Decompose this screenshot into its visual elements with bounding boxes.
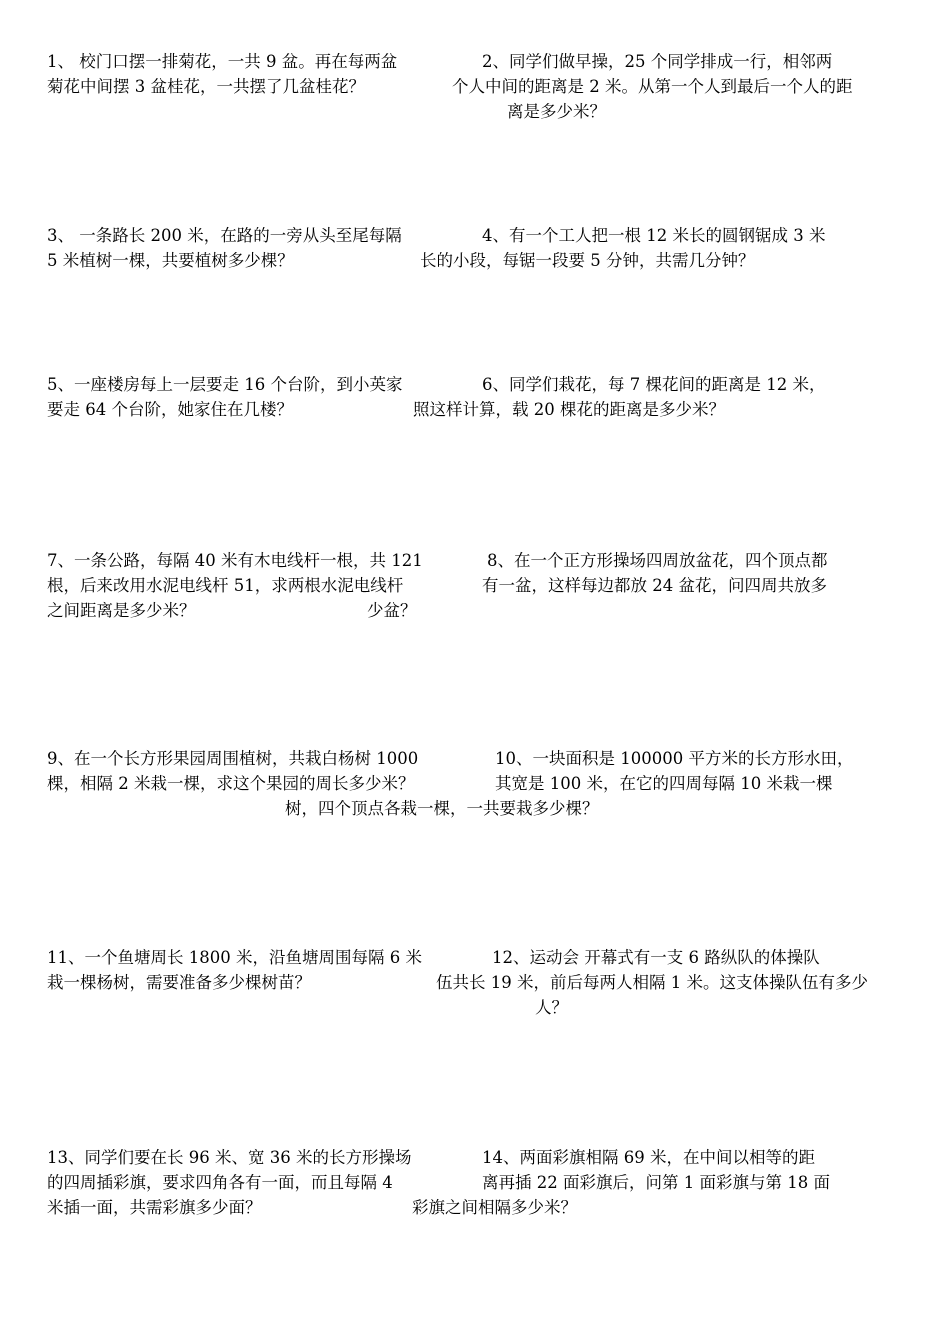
problem-4-line-2: 长的小段，每锯一段要 5 分钟，共需几分钟？ (420, 251, 755, 270)
problem-3-line-2: 5 米植树一棵，共要植树多少棵？ (47, 251, 294, 270)
problem-14-line-2: 离再插 22 面彩旗后，问第 1 面彩旗与第 18 面 (482, 1173, 830, 1192)
problem-10-line-3: 树，四个顶点各栽一棵，一共要栽多少棵？ (285, 799, 599, 818)
problem-6-line-1: 6、同学们栽花，每 7 棵花间的距离是 12 米， (482, 375, 826, 394)
problem-12-line-1: 12、运动会 开幕式有一支 6 路纵队的体操队 (492, 948, 820, 967)
problem-5-line-2: 要走 64 个台阶，她家住在几楼？ (47, 400, 293, 419)
problem-10-line-1: 10、一块面积是 100000 平方米的长方形水田， (495, 749, 854, 768)
problem-14-line-3: 彩旗之间相隔多少米？ (412, 1198, 577, 1217)
problem-11-line-2: 栽一棵杨树，需要准备多少棵树苗？ (47, 973, 311, 992)
problem-13-line-2: 的四周插彩旗，要求四角各有一面，而且每隔 4 (47, 1173, 393, 1192)
problem-6-line-2: 照这样计算，载 20 棵花的距离是多少米？ (413, 400, 725, 419)
problem-2-line-3: 离是多少米？ (507, 102, 606, 121)
problem-12-line-2: 伍共长 19 米，前后每两人相隔 1 米。这支体操队伍有多少 (436, 973, 868, 992)
problem-8-line-1: 8、在一个正方形操场四周放盆花，四个顶点都 (487, 551, 828, 570)
problem-5-line-1: 5、一座楼房每上一层要走 16 个台阶，到小英家 (47, 375, 403, 394)
problem-9-line-1: 9、在一个长方形果园周围植树，共栽白杨树 1000 (47, 749, 419, 768)
problem-2-line-2: 个人中间的距离是 2 米。从第一个人到最后一个人的距 (452, 77, 853, 96)
problem-7-line-1: 7、一条公路，每隔 40 米有木电线杆一根，共 121 (47, 551, 423, 570)
problem-9-line-2: 棵，相隔 2 米栽一棵，求这个果园的周长多少米？ (47, 774, 415, 793)
problem-13-line-3: 米插一面，共需彩旗多少面？ (47, 1198, 262, 1217)
problem-4-line-1: 4、有一个工人把一根 12 米长的圆钢锯成 3 米 (482, 226, 826, 245)
problem-11-line-1: 11、一个鱼塘周长 1800 米，沿鱼塘周围每隔 6 米 (47, 948, 422, 967)
problem-8-line-2: 有一盆，这样每边都放 24 盆花，问四周共放多 (482, 576, 827, 595)
problem-3-line-1: 3、 一条路长 200 米，在路的一旁从头至尾每隔 (47, 226, 402, 245)
problem-7-line-3: 之间距离是多少米？ (47, 601, 196, 620)
problem-10-line-2: 其宽是 100 米，在它的四周每隔 10 米栽一棵 (495, 774, 833, 793)
problem-13-line-1: 13、同学们要在长 96 米、宽 36 米的长方形操场 (47, 1148, 412, 1167)
problem-8-line-3: 少盆？ (367, 601, 417, 620)
problem-2-line-1: 2、同学们做早操，25 个同学排成一行，相邻两 (482, 52, 833, 71)
problem-1-line-2: 菊花中间摆 3 盆桂花，一共摆了几盆桂花？ (47, 77, 365, 96)
problem-1-line-1: 1、 校门口摆一排菊花，一共 9 盆。再在每两盆 (47, 52, 398, 71)
problem-7-line-2: 根，后来改用水泥电线杆 51，求两根水泥电线杆 (47, 576, 404, 595)
problem-14-line-1: 14、两面彩旗相隔 69 米，在中间以相等的距 (482, 1148, 815, 1167)
problem-12-line-3: 人？ (535, 998, 568, 1017)
